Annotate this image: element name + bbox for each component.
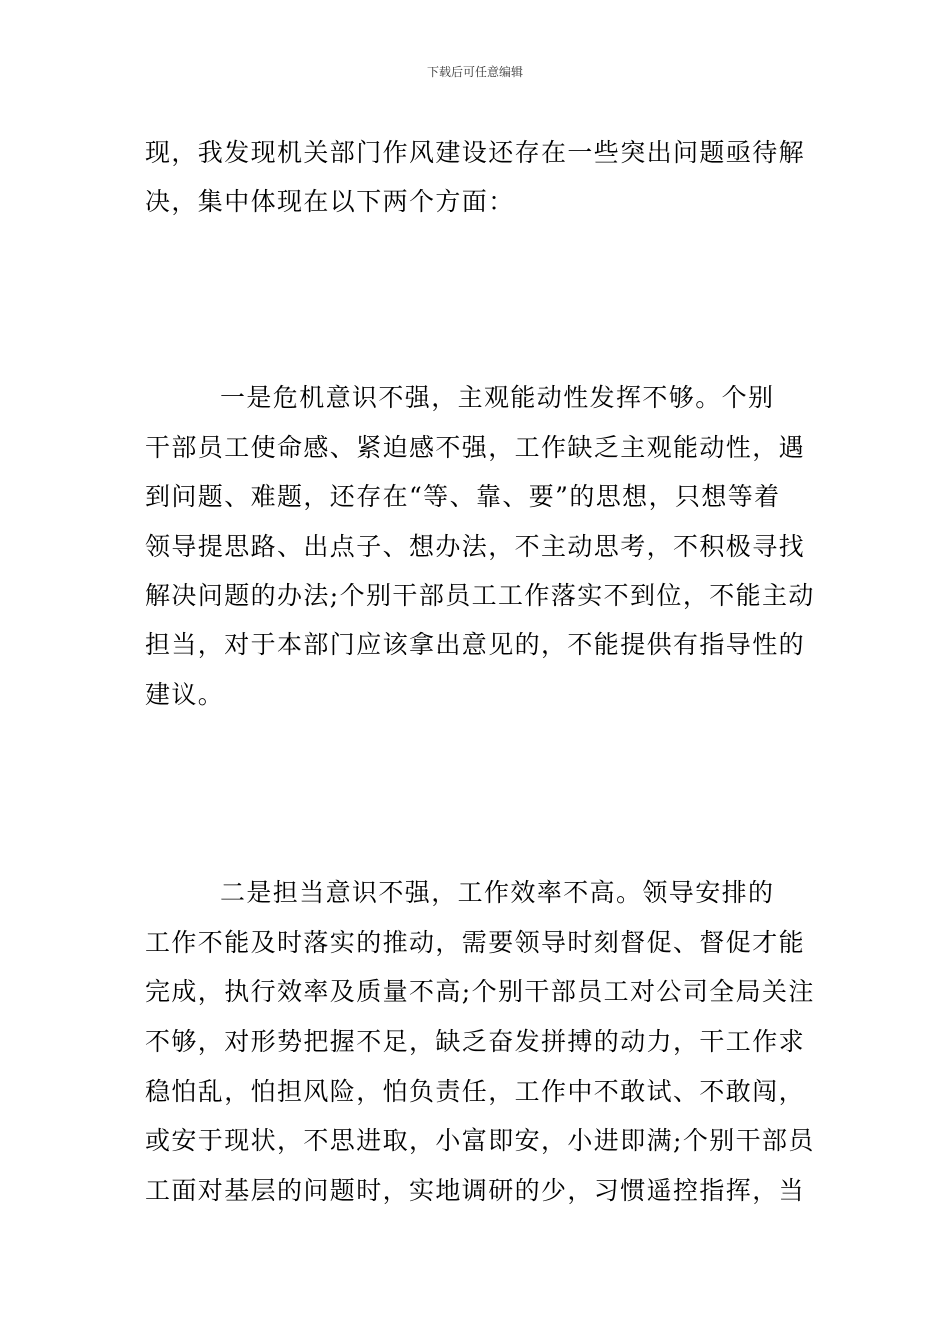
paragraph-3-line-3: 完成，执行效率及质量不高;个别干部员工对公司全局关注 [145, 977, 815, 1006]
paragraph-2-line-6: 担当，对于本部门应该拿出意见的，不能提供有指导性的 [145, 630, 806, 659]
paragraph-3-line-1: 二是担当意识不强，工作效率不高。领导安排的 [220, 878, 775, 907]
paragraph-2-line-5: 解决问题的办法;个别干部员工工作落实不到位，不能主动 [145, 581, 815, 610]
paragraph-3-line-2: 工作不能及时落实的推动，需要领导时刻督促、督促才能 [145, 928, 806, 957]
paragraph-3-line-6: 或安于现状，不思进取，小富即安，小进即满;个别干部员 [145, 1126, 815, 1155]
paragraph-1-line-1: 现，我发现机关部门作风建设还存在一些突出问题亟待解 [145, 138, 806, 167]
paragraph-3-line-4: 不够，对形势把握不足，缺乏奋发拼搏的动力，干工作求 [145, 1027, 806, 1056]
paragraph-1-line-2: 决，集中体现在以下两个方面： [145, 187, 515, 216]
paragraph-2-line-4: 领导提思路、出点子、想办法，不主动思考，不积极寻找 [145, 532, 806, 561]
paragraph-2-line-2: 干部员工使命感、紧迫感不强，工作缺乏主观能动性，遇 [145, 433, 806, 462]
paragraph-3-line-5: 稳怕乱，怕担风险，怕负责任，工作中不敢试、不敢闯， [145, 1077, 806, 1106]
paragraph-3-line-7: 工面对基层的问题时，实地调研的少，习惯遥控指挥，当 [145, 1176, 806, 1205]
paragraph-2-line-3: 到问题、难题，还存在“等、靠、要”的思想，只想等着 [145, 482, 781, 511]
paragraph-2-line-7: 建议。 [145, 680, 225, 709]
paragraph-2-line-1: 一是危机意识不强，主观能动性发挥不够。个别 [220, 383, 775, 412]
page-header-note: 下载后可任意编辑 [426, 65, 523, 79]
